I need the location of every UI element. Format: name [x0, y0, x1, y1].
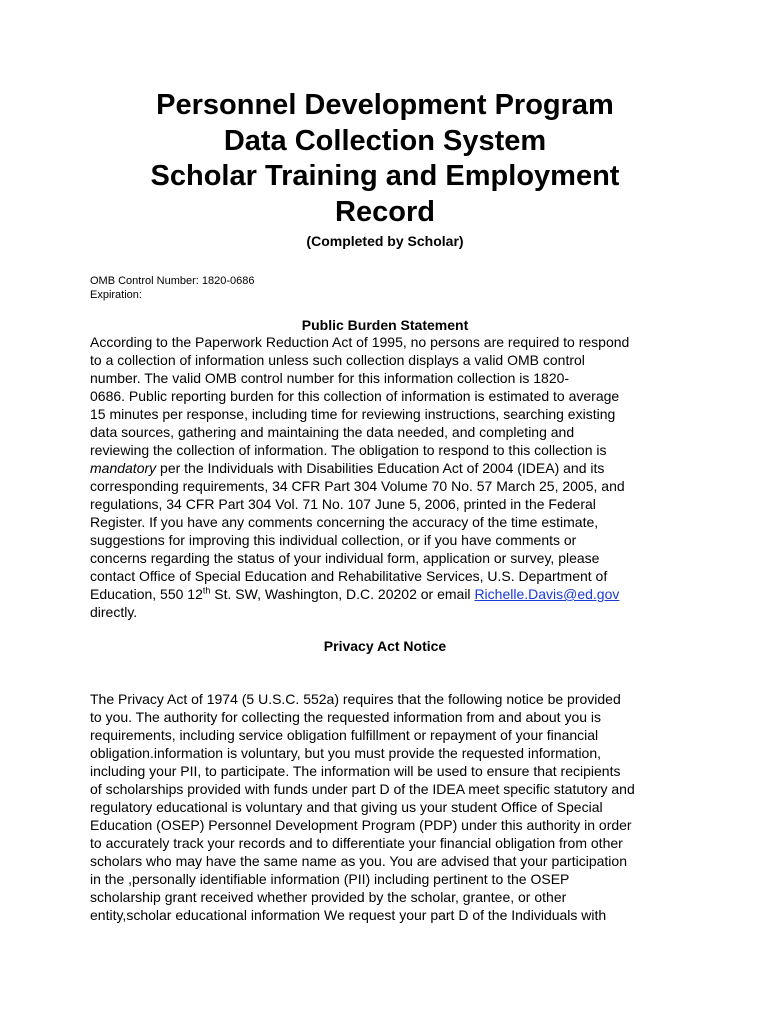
public-burden-statement [90, 333, 690, 621]
omb-expiration: Expiration: [90, 289, 142, 301]
text-line: to accurately track your records and to differentiate your financial obligation from other [90, 835, 623, 851]
omb-info [90, 274, 254, 302]
title-line: Personnel Development Program [156, 89, 614, 121]
text-line: including your PII, to participate. The information will be used to ensure that recipients [90, 763, 621, 779]
text-line: requirements, including service obligation fulfillment or repayment of your financial [90, 727, 599, 743]
text-line: regulations, 34 CFR Part 304 Vol. 71 No. 107 June 5, 2006, printed in the Federal [90, 496, 596, 512]
text-line: data sources, gathering and maintaining the data needed, and completing and [90, 424, 575, 440]
text-line: entity,scholar educational information We request your part D of the Individuals with [90, 907, 607, 923]
text-line: suggestions for improving this individual collection, or if you have comments or [90, 532, 577, 548]
text-line [90, 459, 690, 477]
public-burden-heading: Public Burden Statement [301, 317, 469, 333]
email-link[interactable]: Richelle.Davis@ed.gov [474, 586, 620, 602]
text-line: Register. If you have any comments concerning the accuracy of the time estimate, [90, 514, 599, 530]
privacy-act-notice [90, 690, 690, 924]
text-line: The Privacy Act of 1974 (5 U.S.C. 552a) requires that the following notice be provided [90, 691, 621, 707]
text-line: reviewing the collection of information. The obligation to respond to this collection is [90, 442, 607, 458]
text-line: 0686. Public reporting burden for this collection of information is estimated to average [90, 388, 620, 404]
text-line: Education (OSEP) Personnel Development Program (PDP) under this authority in order [90, 817, 632, 833]
address-post: St. SW, Washington, D.C. 20202 or email [210, 586, 475, 602]
text-line: directly. [90, 604, 138, 620]
omb-control-number: OMB Control Number: 1820-0686 [90, 275, 255, 287]
text-line: corresponding requirements, 34 CFR Part 304 Volume 70 No. 57 March 25, 2005, and [90, 478, 625, 494]
text-line: regulatory educational is voluntary and that giving us your student Office of Special [90, 799, 603, 815]
text-line: in the ,personally identifiable information (PII) including pertinent to the OSEP [90, 871, 570, 887]
text-line: concerns regarding the status of your individual form, application or survey, please [90, 550, 600, 566]
text-line: According to the Paperwork Reduction Act of 1995, no persons are required to respond [90, 334, 630, 350]
text-line: of scholarships provided with funds under part D of the IDEA meet specific statutory and [90, 781, 635, 797]
text-line: to a collection of information unless such collection displays a valid OMB control [90, 352, 585, 368]
mandatory-word: mandatory [90, 460, 157, 476]
text-line: 15 minutes per response, including time for reviewing instructions, searching existing [90, 406, 616, 422]
text-line: number. The valid OMB control number for this information collection is 1820- [90, 370, 570, 386]
mandatory-rest: per the Individuals with Disabilities Education Act of 2004 (IDEA) and its [156, 460, 605, 476]
text-line: contact Office of Special Education and Rehabilitative Services, U.S. Department of [90, 568, 608, 584]
text-line [90, 585, 690, 603]
text-line: to you. The authority for collecting the requested information from and about you is [90, 709, 602, 725]
privacy-act-heading: Privacy Act Notice [323, 638, 447, 654]
address-sup: th [202, 585, 211, 596]
document-subtitle: (Completed by Scholar) [306, 233, 464, 249]
title-line: Scholar Training and Employment [150, 160, 620, 192]
text-line: scholarship grant received whether provided by the scholar, grantee, or other [90, 889, 567, 905]
title-line: Data Collection System [223, 124, 547, 157]
text-line: obligation.information is voluntary, but you must provide the requested information, [90, 745, 602, 761]
title-line: Record [335, 195, 435, 228]
document-title [90, 88, 680, 230]
address-pre: Education, 550 12 [90, 586, 203, 602]
text-line: scholars who may have the same name as you. You are advised that your participation [90, 853, 627, 869]
